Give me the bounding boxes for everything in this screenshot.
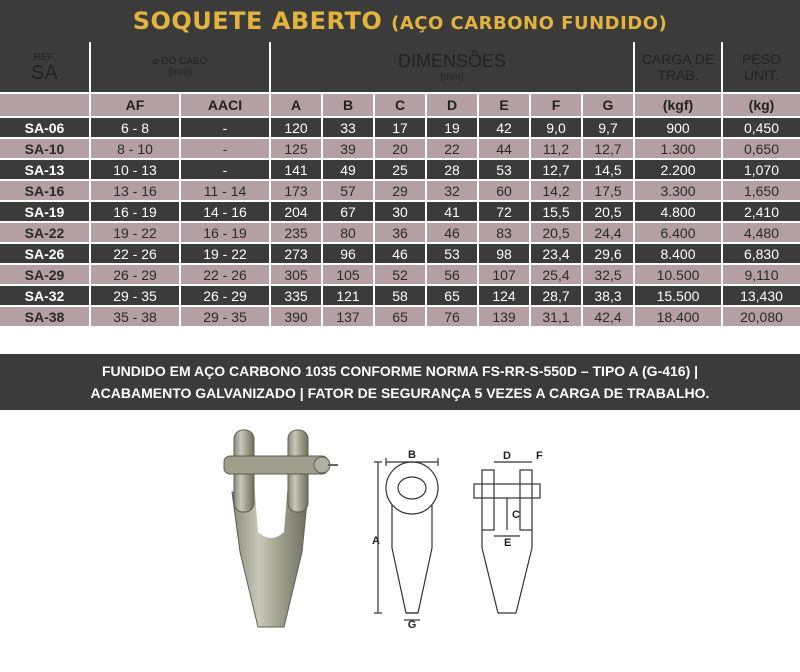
table-cell: 10 - 13	[90, 159, 180, 180]
table-cell: 20,080	[722, 306, 800, 327]
note-line-1: FUNDIDO EM AÇO CARBONO 1035 CONFORME NORMA FS-RR-S-550D – TIPO A (G-416) |	[101, 363, 699, 379]
ref-header: REF. SA	[0, 42, 90, 93]
table-cell: 26 - 29	[90, 264, 180, 285]
table-cell: 53	[478, 159, 530, 180]
table-cell: 14,2	[530, 180, 582, 201]
table-cell: 6.400	[634, 222, 722, 243]
table-cell: 83	[478, 222, 530, 243]
table-row	[0, 285, 800, 306]
row-ref: SA-19	[0, 201, 90, 222]
table-cell: 23,4	[530, 243, 582, 264]
subheader-af: AF	[90, 93, 180, 117]
table-row	[0, 243, 800, 264]
row-ref: SA-38	[0, 306, 90, 327]
table-cell: 44	[478, 138, 530, 159]
table-cell: 125	[270, 138, 322, 159]
label-c: C	[512, 509, 520, 521]
table-cell: 2,410	[722, 201, 800, 222]
table-cell: 15,5	[530, 201, 582, 222]
table-row	[0, 117, 800, 138]
table-cell: 60	[478, 180, 530, 201]
table-cell: 141	[270, 159, 322, 180]
table-cell: 98	[478, 243, 530, 264]
subheader-aaci: AACI	[180, 93, 270, 117]
table-cell: 56	[426, 264, 478, 285]
table-cell: 36	[374, 222, 426, 243]
table-cell: 137	[322, 306, 374, 327]
table-cell: 16 - 19	[180, 222, 270, 243]
table-cell: -	[180, 117, 270, 138]
table-cell: 9,0	[530, 117, 582, 138]
table-cell: 22 - 26	[180, 264, 270, 285]
label-e: E	[504, 537, 512, 549]
table-cell: 25,4	[530, 264, 582, 285]
label-b: B	[408, 449, 416, 461]
table-row	[0, 306, 800, 327]
row-ref: SA-13	[0, 159, 90, 180]
table-cell: 39	[322, 138, 374, 159]
table-subheader-row	[0, 93, 800, 117]
table-cell: 124	[478, 285, 530, 306]
table-cell: 28,7	[530, 285, 582, 306]
table-cell: 52	[374, 264, 426, 285]
table-cell: 22	[426, 138, 478, 159]
table-cell: 1,070	[722, 159, 800, 180]
table-cell: 96	[322, 243, 374, 264]
notes-bar	[0, 354, 800, 410]
socket-photo	[210, 422, 340, 632]
table-cell: 42,4	[582, 306, 634, 327]
table-cell: 12,7	[582, 138, 634, 159]
label-f: F	[536, 450, 543, 462]
table-cell: 4.800	[634, 201, 722, 222]
dimension-drawing	[370, 448, 570, 628]
label-a: A	[372, 535, 380, 547]
subheader-f: F	[530, 93, 582, 117]
table-cell: 6 - 8	[90, 117, 180, 138]
table-cell: 17	[374, 117, 426, 138]
table-cell: -	[180, 159, 270, 180]
row-ref: SA-16	[0, 180, 90, 201]
table-cell: 42	[478, 117, 530, 138]
table-cell: 17,5	[582, 180, 634, 201]
table-cell: 41	[426, 201, 478, 222]
table-cell: 65	[374, 306, 426, 327]
cabo-header: ⌀ DO CABO (mm)	[90, 42, 270, 93]
table-cell: 335	[270, 285, 322, 306]
table-cell: 46	[426, 222, 478, 243]
table-cell: 11 - 14	[180, 180, 270, 201]
table-cell: 0,450	[722, 117, 800, 138]
table-row	[0, 159, 800, 180]
table-cell: 30	[374, 201, 426, 222]
subheader-d: D	[426, 93, 478, 117]
table-cell: 31,1	[530, 306, 582, 327]
table-cell: 80	[322, 222, 374, 243]
row-ref: SA-29	[0, 264, 90, 285]
label-d: D	[503, 450, 511, 462]
table-cell: 19 - 22	[180, 243, 270, 264]
subheader-e: E	[478, 93, 530, 117]
table-cell: 67	[322, 201, 374, 222]
table-cell: 22 - 26	[90, 243, 180, 264]
table-cell: 72	[478, 201, 530, 222]
table-cell: 14,5	[582, 159, 634, 180]
table-cell: 4,480	[722, 222, 800, 243]
table-cell: 33	[322, 117, 374, 138]
table-cell: 9,7	[582, 117, 634, 138]
table-cell: 1,650	[722, 180, 800, 201]
table-cell: 53	[426, 243, 478, 264]
table-cell: 58	[374, 285, 426, 306]
note-line-2: ACABAMENTO GALVANIZADO | FATOR DE SEGURANÇA 5 VEZES A CARGA DE TRABALHO.	[90, 385, 710, 401]
table-cell: 107	[478, 264, 530, 285]
table-cell: 29	[374, 180, 426, 201]
table-cell: 25	[374, 159, 426, 180]
table-cell: 19	[426, 117, 478, 138]
table-cell: 12,7	[530, 159, 582, 180]
table-cell: -	[180, 138, 270, 159]
subheader-kg: (kg)	[722, 93, 800, 117]
table-cell: 11,2	[530, 138, 582, 159]
table-cell: 76	[426, 306, 478, 327]
table-cell: 8.400	[634, 243, 722, 264]
table-cell: 18.400	[634, 306, 722, 327]
table-cell: 8 - 10	[90, 138, 180, 159]
table-cell: 139	[478, 306, 530, 327]
diameter-icon: ⌀	[152, 56, 159, 67]
table-cell: 49	[322, 159, 374, 180]
table-cell: 32	[426, 180, 478, 201]
row-ref: SA-26	[0, 243, 90, 264]
table-cell: 120	[270, 117, 322, 138]
row-ref: SA-22	[0, 222, 90, 243]
table-cell: 305	[270, 264, 322, 285]
table-cell: 173	[270, 180, 322, 201]
table-cell: 3.300	[634, 180, 722, 201]
table-cell: 65	[426, 285, 478, 306]
table-row	[0, 180, 800, 201]
table-cell: 9,110	[722, 264, 800, 285]
table-cell: 46	[374, 243, 426, 264]
table-header-row	[0, 42, 800, 93]
table-cell: 32,5	[582, 264, 634, 285]
table-cell: 29 - 35	[90, 285, 180, 306]
row-ref: SA-32	[0, 285, 90, 306]
table-cell: 20,5	[530, 222, 582, 243]
table-cell: 38,3	[582, 285, 634, 306]
carga-header: CARGA DE TRAB.	[634, 42, 722, 93]
page-title: SOQUETE ABERTO (AÇO CARBONO FUNDIDO)	[132, 7, 668, 35]
table-cell: 235	[270, 222, 322, 243]
table-cell: 16 - 19	[90, 201, 180, 222]
table-cell: 13,430	[722, 285, 800, 306]
subheader-b: B	[322, 93, 374, 117]
table-cell: 26 - 29	[180, 285, 270, 306]
table-cell: 204	[270, 201, 322, 222]
subheader-c: C	[374, 93, 426, 117]
table-cell: 273	[270, 243, 322, 264]
table-cell: 28	[426, 159, 478, 180]
subheader-kgf: (kgf)	[634, 93, 722, 117]
table-cell: 35 - 38	[90, 306, 180, 327]
table-cell: 29 - 35	[180, 306, 270, 327]
table-cell: 24,4	[582, 222, 634, 243]
table-cell: 6,830	[722, 243, 800, 264]
table-cell: 19 - 22	[90, 222, 180, 243]
table-cell: 29,6	[582, 243, 634, 264]
table-cell: 900	[634, 117, 722, 138]
table-cell: 57	[322, 180, 374, 201]
table-row	[0, 264, 800, 285]
dimensoes-header: DIMENSÕES (mm)	[270, 42, 634, 93]
table-cell: 105	[322, 264, 374, 285]
title-bar	[0, 0, 800, 42]
table-cell: 20,5	[582, 201, 634, 222]
table-cell: 0,650	[722, 138, 800, 159]
table-row	[0, 138, 800, 159]
table-cell: 121	[322, 285, 374, 306]
row-ref: SA-06	[0, 117, 90, 138]
table-cell: 1.300	[634, 138, 722, 159]
table-cell: 13 - 16	[90, 180, 180, 201]
table-cell: 15.500	[634, 285, 722, 306]
table-cell: 14 - 16	[180, 201, 270, 222]
table-cell: 2.200	[634, 159, 722, 180]
row-ref: SA-10	[0, 138, 90, 159]
subheader-a: A	[270, 93, 322, 117]
table-row	[0, 222, 800, 243]
subheader-g: G	[582, 93, 634, 117]
table-cell: 390	[270, 306, 322, 327]
table-cell: 10.500	[634, 264, 722, 285]
subheader-blank	[0, 93, 90, 117]
table-body	[0, 117, 800, 327]
table-row	[0, 201, 800, 222]
label-g: G	[407, 619, 417, 628]
peso-header: PESO UNIT.	[722, 42, 800, 93]
spec-table	[0, 42, 800, 328]
table-cell: 20	[374, 138, 426, 159]
